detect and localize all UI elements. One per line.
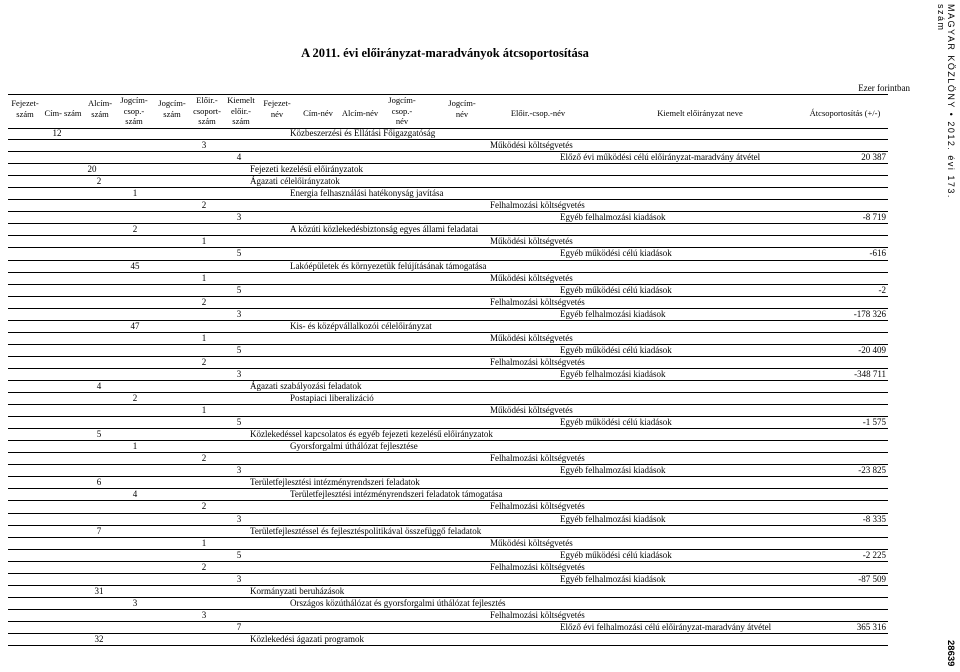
row-code: 4 [236, 152, 242, 163]
row-name: Előző évi működési célú előirányzat-maradvány átvétel [560, 152, 761, 163]
table-row [8, 574, 888, 586]
row-name: Működési költségvetés [490, 140, 573, 151]
row-name: Egyéb működési célú kiadások [560, 417, 672, 428]
row-code: 4 [96, 380, 102, 391]
row-value: 20 387 [861, 152, 886, 163]
row-name: Felhalmozási költségvetés [490, 356, 585, 367]
table-row [8, 417, 888, 429]
row-code: 31 [94, 585, 104, 596]
row-name: Előző évi felhalmozási célú előirányzat-maradvány átvétel [560, 621, 772, 632]
table-row [8, 538, 888, 550]
table-row [8, 321, 888, 333]
row-value: -20 409 [858, 344, 886, 355]
row-name: Kormányzati beruházások [250, 585, 345, 596]
table-row [8, 405, 888, 417]
table-row [8, 610, 888, 622]
row-name: Területfejlesztési intézményrendszeri feladatok támogatása [290, 489, 503, 500]
row-name: Közbeszerzési és Ellátási Főigazgatóság [290, 128, 436, 138]
row-name: Felhalmozási költségvetés [490, 609, 585, 620]
row-code: 3 [201, 609, 207, 620]
row-code: 3 [236, 308, 242, 319]
table-row [8, 477, 888, 489]
row-code: 2 [96, 176, 102, 187]
row-name: Területfejlesztéssel és fejlesztéspolitikával összefüggő feladatok [250, 525, 482, 536]
header-jogcim-nev: Jogcím- név [448, 98, 476, 119]
table-row [8, 562, 888, 574]
row-code: 6 [96, 477, 102, 488]
header-fejezet-szam: Fejezet- szám [11, 98, 39, 119]
table-row [8, 273, 888, 285]
table-row [8, 152, 888, 164]
row-code: 5 [96, 429, 102, 440]
header-jogcim-csop-szam: Jogcím- csop.- szám [120, 95, 148, 126]
row-name: Felhalmozási költségvetés [490, 200, 585, 211]
row-value: -616 [869, 248, 886, 259]
document-title: A 2011. évi előirányzat-maradványok átcsoportosítása [301, 46, 589, 60]
header-alcim-nev: Alcím-név [341, 108, 379, 118]
row-name: Működési költségvetés [490, 272, 573, 283]
row-code: 2 [201, 561, 207, 572]
row-code: 2 [132, 393, 138, 404]
row-name: Energia felhasználási hatékonyság javítása [290, 188, 444, 199]
page-number: 28639 [945, 639, 956, 666]
row-name: Ágazati célelőirányzatok [250, 176, 340, 187]
row-name: Lakóépületek és környezetük felújításának támogatása [290, 260, 487, 271]
row-name: Működési költségvetés [490, 405, 573, 416]
table-row [8, 586, 888, 598]
table-row [8, 297, 888, 309]
row-value: -23 825 [858, 465, 886, 476]
table-row [8, 489, 888, 501]
row-code: 1 [201, 537, 207, 548]
table-row [8, 224, 888, 236]
table-row [8, 285, 888, 297]
header-fejezet-nev: Fejezet- név [263, 98, 291, 119]
row-value: -8 335 [862, 513, 886, 524]
row-code: 1 [132, 188, 138, 199]
row-name: Felhalmozási költségvetés [490, 296, 585, 307]
row-code: 1 [201, 405, 207, 416]
row-name: Felhalmozási költségvetés [490, 453, 585, 464]
row-code: 2 [201, 200, 207, 211]
row-name: Felhalmozási költségvetés [490, 561, 585, 572]
header-jogcim-csop-nev: Jogcím- csop.- név [388, 95, 416, 126]
row-code: 3 [236, 212, 242, 223]
table-row [8, 248, 888, 260]
header-kiemelt-eloir-neve: Kiemelt előirányzat neve [657, 108, 743, 118]
table-row [8, 200, 888, 212]
row-name: Közlekedéssel kapcsolatos és egyéb fejezeti kezelésű előirányzatok [250, 429, 493, 440]
row-name: Működési költségvetés [490, 537, 573, 548]
row-code: 5 [236, 344, 242, 355]
row-name: Területfejlesztési intézményrendszeri feladatok [250, 477, 420, 488]
row-code: 3 [201, 140, 207, 151]
row-name: Országos közúthálózat és gyorsforgalmi úthálózat fejlesztés [290, 597, 506, 608]
row-name: Egyéb működési célú kiadások [560, 549, 672, 560]
row-name: Egyéb felhalmozási kiadások [560, 573, 666, 584]
header-cim-nev: Cím-név [303, 108, 333, 118]
table-row [8, 550, 888, 562]
row-name: Egyéb működési célú kiadások [560, 284, 672, 295]
table-row [8, 188, 888, 200]
row-code: 1 [132, 441, 138, 452]
row-name: Felhalmozási költségvetés [490, 501, 585, 512]
unit-label: Ezer forintban [858, 83, 910, 93]
data-table-body [8, 128, 888, 646]
table-row [8, 381, 888, 393]
table-row [8, 357, 888, 369]
header-alcim-szam: Alcím- szám [87, 98, 113, 119]
row-code: 3 [236, 465, 242, 476]
table-row [8, 453, 888, 465]
header-eloir-csop-nev: Előir.-csop.-név [510, 108, 566, 118]
row-name: Egyéb felhalmozási kiadások [560, 212, 666, 223]
row-code: 5 [236, 549, 242, 560]
table-row [8, 333, 888, 345]
row-value: -2 225 [862, 549, 886, 560]
row-code: 32 [94, 633, 104, 644]
header-jogcim-szam: Jogcím- szám [158, 98, 186, 119]
header-kiemelt-eloir-szam: Kiemelt előir.- szám [227, 95, 255, 126]
row-name: Közlekedési ágazati programok [250, 633, 364, 644]
row-value: -348 711 [854, 368, 886, 379]
row-value: -2 [878, 284, 886, 295]
header-eloir-csoport-szam: Előir.- csoport- szám [193, 95, 221, 126]
table-row [8, 393, 888, 405]
table-row [8, 441, 888, 453]
row-value: -87 509 [858, 573, 886, 584]
row-value: 365 316 [856, 621, 886, 632]
table-row [8, 261, 888, 273]
row-code: 4 [132, 489, 138, 500]
row-code: 3 [236, 513, 242, 524]
table-row [8, 501, 888, 513]
table-row [8, 465, 888, 477]
table-row [8, 429, 888, 441]
table-row [8, 345, 888, 357]
row-code: 1 [201, 236, 207, 247]
row-name: Ágazati szabályozási feladatok [250, 380, 362, 391]
table-row [8, 598, 888, 610]
row-name: Egyéb működési célú kiadások [560, 248, 672, 259]
table-row [8, 236, 888, 248]
row-code: 2 [201, 296, 207, 307]
row-code: 5 [236, 248, 242, 259]
row-code: 5 [236, 284, 242, 295]
header-cim-szam: Cím- szám [44, 108, 82, 118]
table-row [8, 164, 888, 176]
row-name: Egyéb felhalmozási kiadások [560, 513, 666, 524]
table-row [8, 634, 888, 646]
row-code: 2 [201, 501, 207, 512]
row-code: 3 [132, 597, 138, 608]
table-row [8, 176, 888, 188]
row-code: 12 [52, 128, 62, 138]
row-name: Kis- és középvállalkozói célelőirányzat [290, 320, 432, 331]
row-code: 7 [236, 621, 242, 632]
header-atcsoportositas: Átcsoportosítás (+/-) [809, 108, 881, 118]
table-row [8, 212, 888, 224]
publication-header: MAGYAR KÖZLÖNY • 2012. évi 173. szám [936, 4, 956, 199]
row-name: Egyéb felhalmozási kiadások [560, 465, 666, 476]
row-name: Postapiaci liberalizáció [290, 393, 374, 404]
row-name: Működési költségvetés [490, 236, 573, 247]
row-name: Egyéb működési célú kiadások [560, 344, 672, 355]
table-row [8, 526, 888, 538]
row-code: 3 [236, 573, 242, 584]
row-value: -178 326 [853, 308, 886, 319]
row-name: Egyéb felhalmozási kiadások [560, 308, 666, 319]
row-name: Fejezeti kezelésű előirányzatok [250, 164, 363, 175]
row-code: 1 [201, 332, 207, 343]
table-row [8, 128, 888, 140]
row-code: 45 [130, 260, 140, 271]
row-name: Gyorsforgalmi úthálózat fejlesztése [290, 441, 418, 452]
row-code: 5 [236, 417, 242, 428]
table-row [8, 622, 888, 634]
table-row [8, 309, 888, 321]
row-code: 1 [201, 272, 207, 283]
row-value: -8 719 [862, 212, 886, 223]
row-code: 20 [87, 164, 97, 175]
row-code: 3 [236, 368, 242, 379]
row-code: 2 [201, 453, 207, 464]
row-code: 2 [201, 356, 207, 367]
row-name: Működési költségvetés [490, 332, 573, 343]
row-name: A közúti közlekedésbiztonság egyes állami feladatai [290, 224, 479, 235]
row-code: 7 [96, 525, 102, 536]
row-value: -1 575 [862, 417, 886, 428]
table-row [8, 514, 888, 526]
row-code: 47 [130, 320, 140, 331]
row-name: Egyéb felhalmozási kiadások [560, 368, 666, 379]
table-row [8, 369, 888, 381]
row-code: 2 [132, 224, 138, 235]
table-row [8, 140, 888, 152]
